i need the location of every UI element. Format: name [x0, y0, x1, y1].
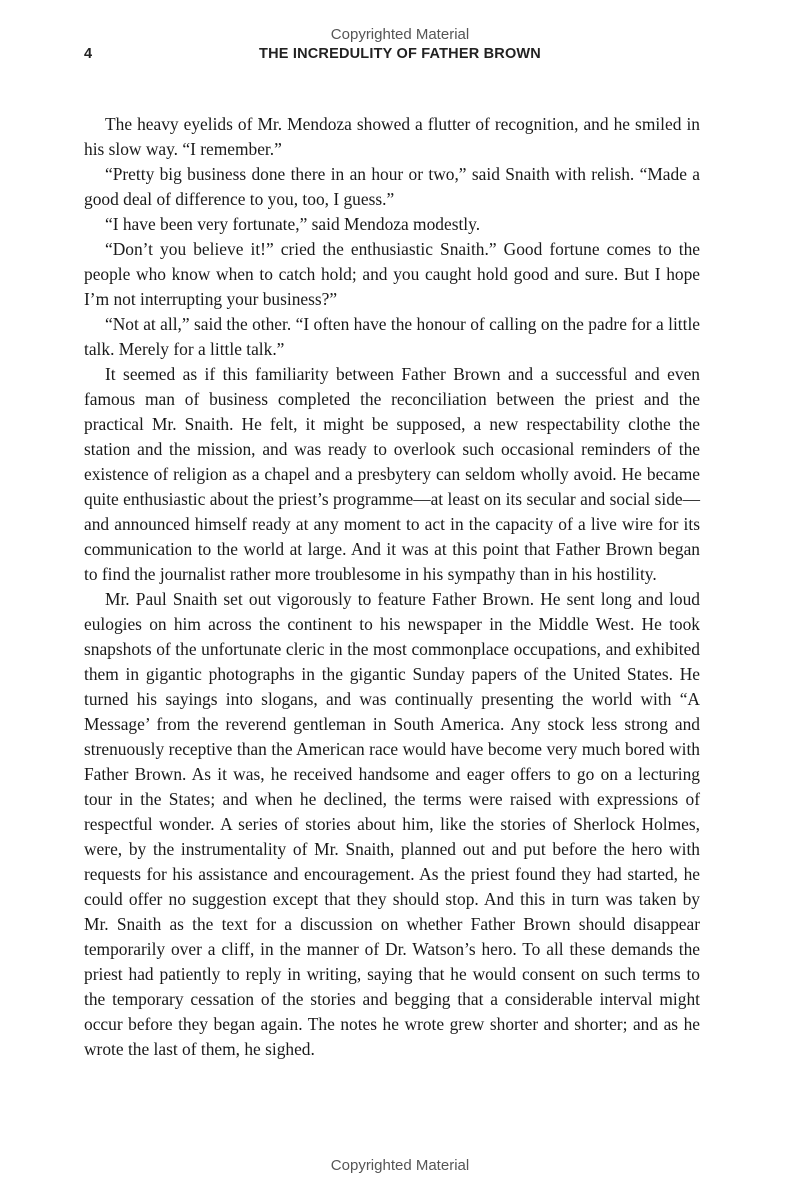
body-text	[84, 112, 700, 1062]
paragraph: “Don’t you believe it!” cried the enthusiastic Snaith.” Good fortune comes to the people who know when to catch hold; and you caught hold good and sure. But I hope I’m not interrupting your business?”	[84, 239, 700, 309]
paragraph: “Not at all,” said the other. “I often have the honour of calling on the padre for a little talk. Merely for a little talk.”	[84, 314, 700, 359]
running-head	[84, 46, 716, 66]
copyright-watermark-bottom: Copyrighted Material	[330, 1157, 470, 1174]
paragraph: “I have been very fortunate,” said Mendoza modestly.	[105, 214, 481, 234]
paragraph: It seemed as if this familiarity between Father Brown and a successful and even famous man of business completed the reconciliation between the priest and the practical Mr. Snaith. He felt, it might be supposed, a new respectability clothe the station and the mission, and was ready to overlook such occasional reminders of the existence of religion as a chapel and a presbytery can seldom wholly avoid. He became quite enthusiastic about the priest’s programme—at least on its secular and social side—and announced himself ready at any moment to act in the capacity of a live wire for its communication to the world at large. And it was at this point that Father Brown began to find the journalist rather more troublesome in his sympathy than in his hostility.	[84, 364, 700, 584]
copyright-watermark-top: Copyrighted Material	[330, 26, 470, 43]
paragraph: “Pretty big business done there in an hour or two,” said Snaith with relish. “Made a good deal of difference to you, too, I guess.”	[84, 164, 700, 209]
page-number: 4	[84, 46, 93, 62]
paragraph: The heavy eyelids of Mr. Mendoza showed a flutter of recognition, and he smiled in his slow way. “I remember.”	[84, 114, 700, 159]
paragraph: Mr. Paul Snaith set out vigorously to feature Father Brown. He sent long and loud eulogies on him across the continent to his newspaper in the Middle West. He took snapshots of the unfortunate cleric in the most commonplace occupations, and exhibited them in gigantic photographs in the gigantic Sunday papers of the United States. He turned his sayings into slogans, and was continually presenting the world with “A Message’ from the reverend gentleman in South America. Any stock less strong and strenuously receptive than the American race would have become very much bored with Father Brown. As it was, he received handsome and eager offers to go on a lecturing tour in the States; and when he declined, the terms were raised with expressions of respectful wonder. A series of stories about him, like the stories of Sherlock Holmes, were, by the instrumentality of Mr. Snaith, planned out and put before the hero with requests for his assistance and encouragement. As the priest found they had started, he could offer no suggestion except that they should stop. And this in turn was taken by Mr. Snaith as the text for a discussion on whether Father Brown should disappear temporarily over a cliff, in the manner of Dr. Watson’s hero. To all these demands the priest had patiently to reply in writing, saying that he would consent on such terms to the temporary cessation of the stories and begging that a considerable interval might occur before they began again. The notes he wrote grew shorter and shorter; and as he wrote the last of them, he sighed.	[84, 589, 700, 1059]
book-title: THE INCREDULITY OF FATHER BROWN	[259, 46, 541, 62]
